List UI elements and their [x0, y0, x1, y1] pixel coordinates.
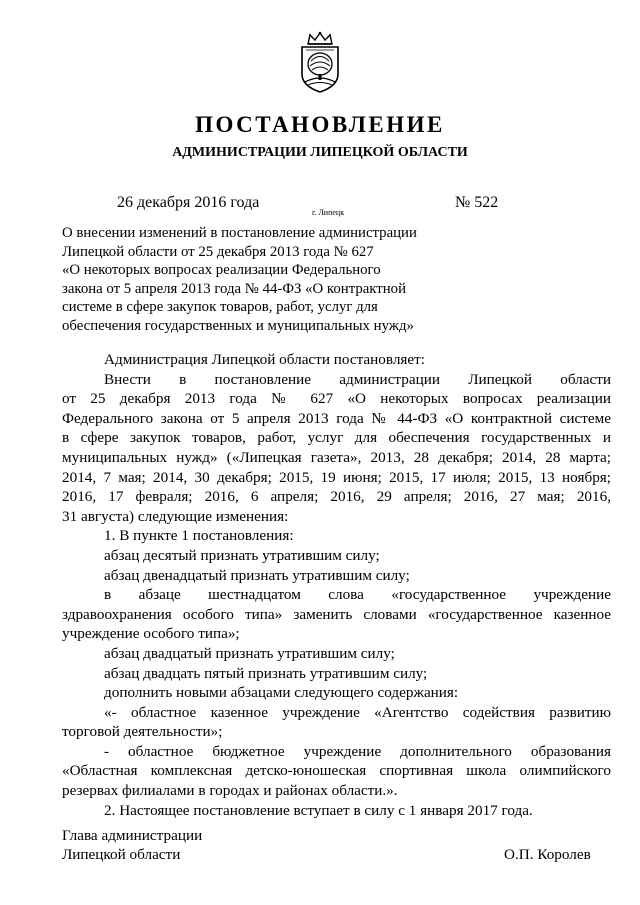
document-city: г. Липецк: [312, 208, 345, 217]
main-paragraph-line: Федерального закона от 5 апреля 2013 года № 44-ФЗ «О контрактной системе: [62, 409, 611, 427]
document-body: [62, 350, 611, 820]
item-1-c-line: учреждение особого типа»;: [62, 625, 240, 643]
item-1-f: дополнить новыми абзацами следующего содержания:: [104, 684, 459, 702]
document-number: № 522: [455, 194, 499, 211]
signature-name: О.П. Королев: [504, 846, 591, 863]
item-1-a: абзац десятый признать утратившим силу;: [104, 546, 380, 564]
item-2: 2. Настоящее постановление вступает в силу с 1 января 2017 года.: [104, 801, 533, 819]
lipetsk-coat-of-arms-icon: [298, 30, 342, 94]
main-paragraph-line: муниципальных нужд» («Липецкая газета», 2013, 28 декабря; 2014, 28 марта;: [62, 448, 611, 466]
subject-line: закона от 5 апреля 2013 года № 44-ФЗ «О контрактной: [62, 280, 406, 297]
item-1-e: абзац двадцать пятый признать утратившим силу;: [104, 664, 428, 682]
quote-2-line: - областное бюджетное учреждение дополнительного образования: [104, 742, 611, 760]
item-1: 1. В пункте 1 постановления:: [104, 527, 294, 545]
main-paragraph-line: от 25 декабря 2013 года № 627 «О некоторых вопросах реализации: [62, 390, 611, 408]
subject-line: обеспечения государственных и муниципальных нужд»: [62, 317, 414, 334]
signature-region: Липецкой области: [62, 846, 181, 863]
subject-line: системе в сфере закупок товаров, работ, услуг для: [62, 299, 378, 315]
quote-1-line: «- областное казенное учреждение «Агентство содействия развитию: [104, 703, 611, 721]
quote-2-line: «Областная комплексная детско-юношеская спортивная школа олимпийского: [62, 762, 611, 780]
subject-line: Липецкой области от 25 декабря 2013 года № 627: [62, 243, 374, 260]
main-paragraph-line: в сфере закупок товаров, работ, услуг для обеспечения государственных и: [62, 429, 611, 447]
main-paragraph-line: 31 августа) следующие изменения:: [62, 507, 289, 525]
subject-line: О внесении изменений в постановление администрации: [62, 225, 417, 241]
item-1-d: абзац двадцатый признать утратившим силу;: [104, 644, 395, 662]
document-subject: [62, 224, 462, 335]
quote-1-line: торговой деятельности»;: [62, 723, 223, 741]
item-1-c-line: в абзаце шестнадцатом слова «государственное учреждение: [104, 586, 611, 604]
main-paragraph-line: 2016, 17 февраля; 2016, 6 апреля; 2016, 29 апреля; 2016, 27 мая; 2016,: [62, 488, 611, 506]
document-subtitle: АДМИНИСТРАЦИИ ЛИПЕЦКОЙ ОБЛАСТИ: [172, 145, 468, 160]
document-date: 26 декабря 2016 года: [117, 194, 260, 211]
quote-2-line: резервах филиалами в городах и районах области.».: [62, 782, 398, 800]
signature-title: Глава администрации: [62, 827, 203, 844]
subject-line: «О некоторых вопросах реализации Федерального: [62, 262, 381, 278]
main-paragraph-line: Внести в постановление администрации Липецкой области: [104, 370, 611, 388]
intro-paragraph: Администрация Липецкой области постановляет:: [104, 351, 425, 368]
main-paragraph-line: 2014, 7 мая; 2014, 30 декабря; 2015, 19 июня; 2015, 17 июля; 2015, 13 ноября;: [62, 468, 611, 486]
document-title: ПОСТАНОВЛЕНИЕ: [195, 112, 445, 137]
item-1-c-line: здравоохранения особого типа» заменить словами «государственное казенное: [62, 605, 611, 623]
item-1-b: абзац двенадцатый признать утратившим силу;: [104, 566, 410, 584]
